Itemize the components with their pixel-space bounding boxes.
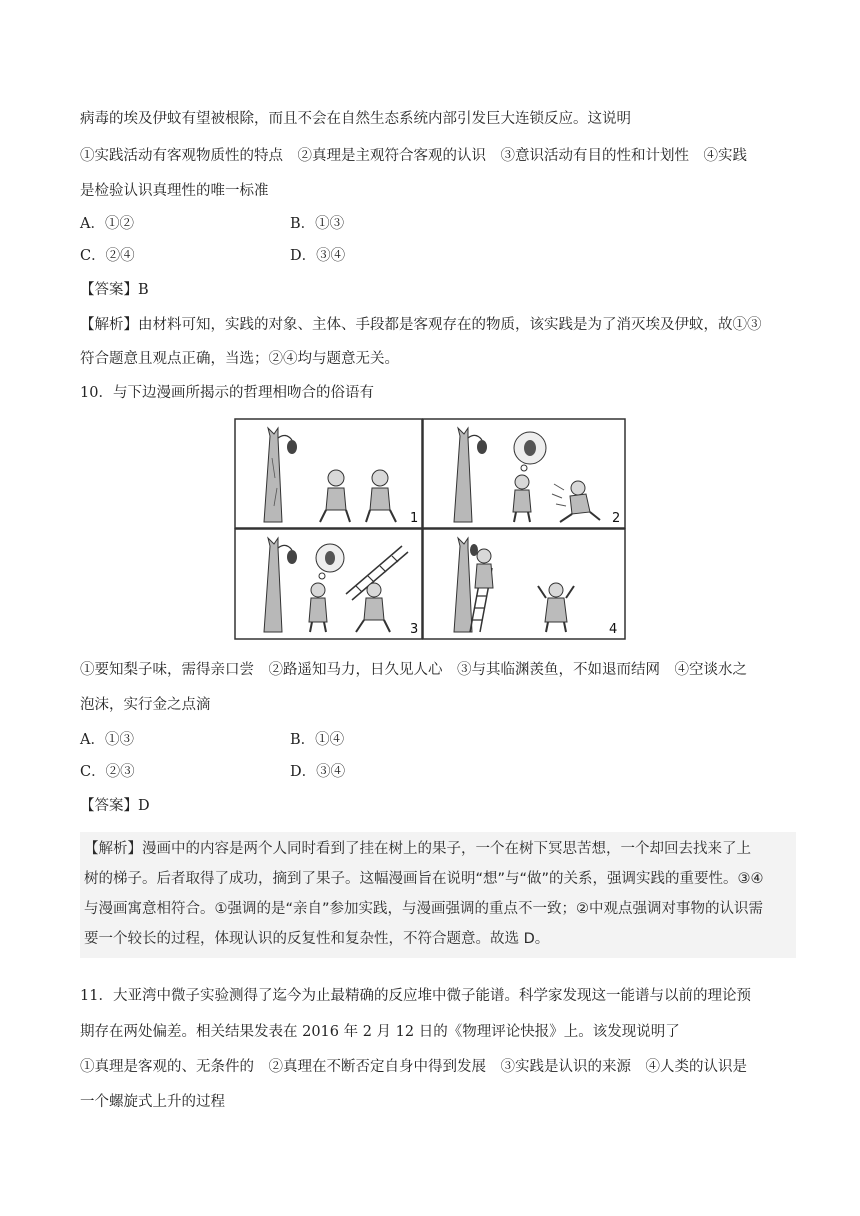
q10-option-b: B．①④ <box>290 732 345 748</box>
q9-answer: 【答案】B <box>80 282 149 298</box>
q10-option-d: D．③④ <box>290 764 346 780</box>
q9-statements-line1: ①实践活动有客观物质性的特点 ②真理是主观符合客观的认识 ③意识活动有目的性和计划性 ④实践 <box>80 148 747 164</box>
q11-statements-line2: 一个螺旋式上升的过程 <box>80 1094 225 1110</box>
q9-analysis-line1: 【解析】由材料可知，实践的对象、主体、手段都是客观存在的物质，该实践是为了消灭埃及伊蚊，故①③ <box>80 317 762 333</box>
q10-analysis-line3: 与漫画寓意相符合。①强调的是“亲自”参加实践，与漫画强调的重点不一致；②中观点强调对事物的认识需 <box>84 901 764 917</box>
q10-option-a: A．①③ <box>80 732 134 748</box>
panel-number-2: 2 <box>612 511 621 526</box>
q10-analysis-line4: 要一个较长的过程，体现认识的反复性和复杂性，不符合题意。故选 D。 <box>84 931 550 947</box>
q10-analysis-line2: 树的梯子。后者取得了成功，摘到了果子。这幅漫画旨在说明“想”与“做”的关系，强调实践的重要性。③④ <box>84 871 764 887</box>
q11-statements-line1: ①真理是客观的、无条件的 ②真理在不断否定自身中得到发展 ③实践是认识的来源 ④人类的认识是 <box>80 1059 747 1075</box>
q10-option-c: C．②③ <box>80 764 135 780</box>
panel-number-1: 1 <box>410 511 419 526</box>
q10-statements-line1: ①要知梨子味，需得亲口尝 ②路遥知马力，日久见人心 ③与其临渊羡鱼，不如退而结网 ④空谈水之 <box>80 662 747 678</box>
q10-statements-line2: 泡沫，实行金之点滴 <box>80 697 211 713</box>
q9-analysis-line2: 符合题意且观点正确，当选；②④均与题意无关。 <box>80 351 399 367</box>
q10-stem: 10．与下边漫画所揭示的哲理相吻合的俗语有 <box>80 385 374 401</box>
comic-image <box>234 418 626 640</box>
comic-panel-4 <box>423 529 625 639</box>
q9-option-c: C．②④ <box>80 248 135 264</box>
comic-panel-1 <box>235 419 422 528</box>
q9-option-b: B．①③ <box>290 216 345 232</box>
q11-stem-line2: 期存在两处偏差。相关结果发表在 2016 年 2 月 12 日的《物理评论快报》上。该发现说明了 <box>80 1024 680 1040</box>
q10-analysis-image <box>80 832 796 958</box>
q9-option-d: D．③④ <box>290 248 346 264</box>
panel-number-3: 3 <box>410 622 419 637</box>
panel-number-4: 4 <box>609 622 618 637</box>
q11-stem-line1: 11．大亚湾中微子实验测得了迄今为止最精确的反应堆中微子能谱。科学家发现这一能谱与以前的理论预 <box>80 988 751 1004</box>
q9-option-a: A．①② <box>80 216 134 232</box>
q9-stem-tail: 病毒的埃及伊蚊有望被根除，而且不会在自然生态系统内部引发巨大连锁反应。这说明 <box>80 111 631 127</box>
q9-statements-line2: 是检验认识真理性的唯一标准 <box>80 183 269 199</box>
q10-answer: 【答案】D <box>80 798 150 814</box>
q10-analysis-line1: 【解析】漫画中的内容是两个人同时看到了挂在树上的果子，一个在树下冥思苦想，一个却回去找来了上 <box>84 841 751 857</box>
